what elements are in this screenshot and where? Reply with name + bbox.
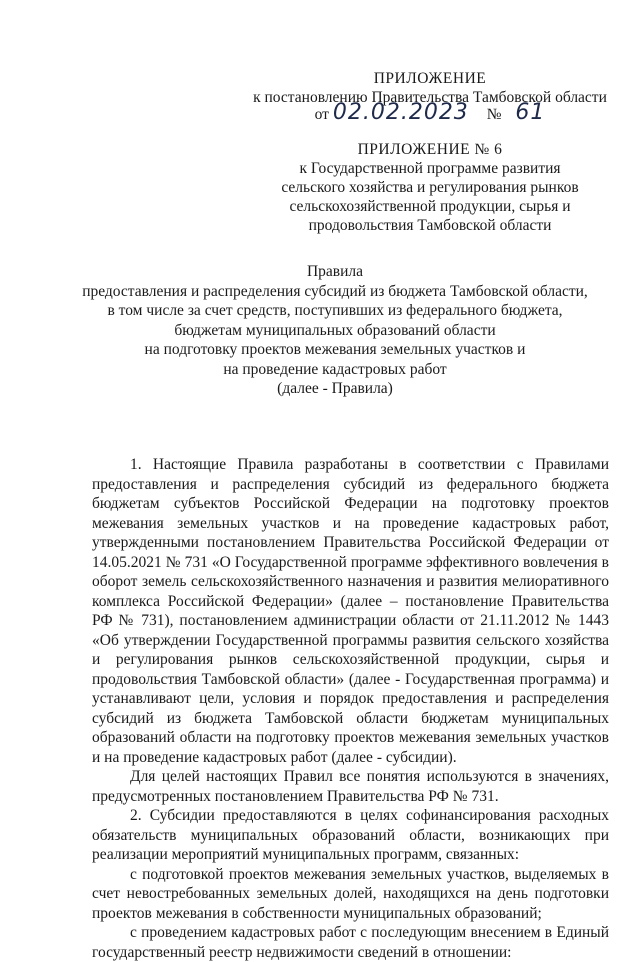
date-prefix: от	[314, 106, 329, 123]
rules-heading-line: (далее - Правила)	[277, 380, 393, 397]
paragraph: с подготовкой проектов межевания земельных участков, выделяемых в счет невостребованных земельных долей, находящихся на день подготовки проектов межевания в собственности муниципальных образований;	[92, 865, 609, 922]
paragraph: Для целей настоящих Правил все понятия используются в значениях, предусмотренных постановлением Правительства РФ № 731.	[92, 768, 609, 805]
paragraph: 2. Субсидии предоставляются в целях софинансирования расходных обязательств муниципальных образований области, возникающих при реализации мероприятий муниципальных программ, связанных:	[92, 807, 609, 863]
rules-heading-line: бюджетам муниципальных образований области	[174, 321, 496, 339]
handwritten-number: 61	[515, 100, 546, 125]
rules-heading-line: в том числе за счет средств, поступивших из федерального бюджета,	[107, 302, 563, 319]
appendix6-line: продовольствия Тамбовской области	[308, 217, 552, 234]
rules-heading-line: Правила	[306, 263, 364, 280]
paragraph: с проведением кадастровых работ с последующим внесением в Единый государственный реестр недвижимости сведений в отношении:	[92, 924, 609, 961]
paragraph: 1. Настоящие Правила разработаны в соответствии с Правилами предоставления и распределения субсидий из федерального бюджета бюджетам субъектов Российской Федерации на подготовку проектов межевания земельных участков и на проведение кадастровых работ, утвержденными постановлением Правительства Российской Федерации от 14.05.2021 № 731 «О Государственной программе эффективного вовлечения в оборот земель сельскохозяйственного назначения и развития мелиоративного комплекса Российской Федерации» (далее – постановление Правительства РФ № 731), постановлением администрации области от 21.11.2012 № 1443 «Об утверждении Государственной программы развития сельского хозяйства и регулирования рынков сельскохозяйственной продукции, сырья и продовольствия Тамбовской области» (далее - Государственная программа) и устанавливают цели, условия и порядок предоставления и распределения субсидий из бюджета Тамбовской области бюджетам муниципальных образований области на подготовку проектов межевания земельных участков и на проведение кадастровых работ (далее - субсидии).	[92, 456, 609, 766]
rules-heading-line: предоставления и распределения субсидий из бюджета Тамбовской области,	[82, 282, 588, 300]
rules-heading	[60, 262, 610, 399]
handwritten-date: 02.02.2023	[332, 100, 469, 125]
rules-heading-line: на подготовку проектов межевания земельных участков и	[144, 341, 526, 358]
rules-heading-line: на проведение кадастровых работ	[223, 360, 447, 378]
appendix6-line: сельскохозяйственной продукции, сырья и	[289, 198, 571, 215]
appendix-title: ПРИЛОЖЕНИЕ	[373, 70, 487, 87]
document-body	[92, 455, 609, 962]
appendix6-line: сельского хозяйства и регулирования рынков	[281, 179, 579, 196]
appendix-reference: к постановлению Правительства Тамбовской области	[253, 89, 607, 106]
appendix6-line: к Государственной программе развития	[299, 160, 561, 177]
appendix-date-line	[250, 100, 610, 132]
appendix6-block	[250, 140, 610, 235]
appendix6-title: ПРИЛОЖЕНИЕ № 6	[357, 141, 503, 158]
number-sign: №	[486, 106, 502, 123]
